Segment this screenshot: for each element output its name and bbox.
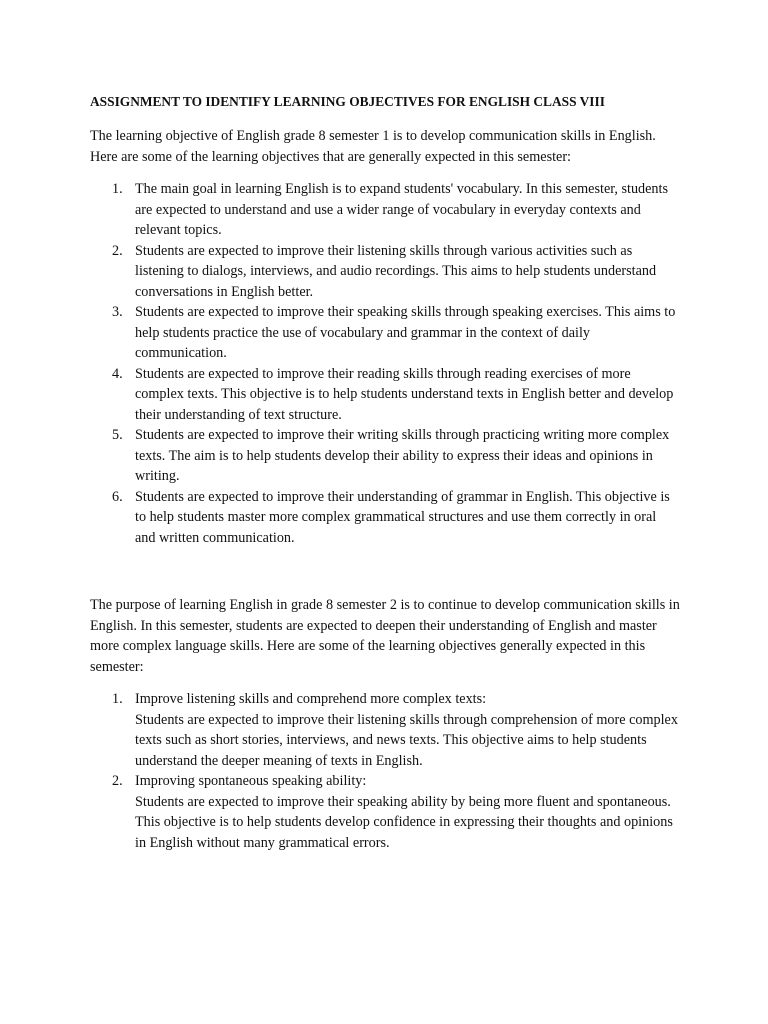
- list-item: [90, 302, 680, 364]
- list-item: [90, 241, 680, 303]
- semester1-objectives-list: [90, 179, 680, 548]
- list-item-number: 1.: [112, 691, 123, 707]
- semester1-intro: The learning objective of English grade 8 semester 1 is to develop communication skills in English. Here are some of the learning objectives that are generally expected in this semester:: [90, 128, 656, 165]
- list-item-number: 4.: [112, 365, 123, 382]
- list-item: [90, 364, 680, 426]
- list-item-text: Students are expected to improve their listening skills through various activities such as listening to dialogs, interviews, and audio recordings. This aims to help students understand conversations in English better.: [135, 242, 657, 300]
- list-item-text: Students are expected to improve their speaking skills through speaking exercises. This aims to help students practice the use of vocabulary and grammar in the context of daily communication.: [135, 304, 676, 361]
- list-item-number: 2.: [112, 242, 123, 259]
- list-item-number: 2.: [112, 773, 123, 789]
- list-item: [90, 425, 680, 487]
- list-item: [90, 771, 680, 853]
- document-title: ASSIGNMENT TO IDENTIFY LEARNING OBJECTIVES FOR ENGLISH CLASS VIII: [90, 94, 605, 109]
- list-item-heading: Improving spontaneous speaking ability:: [135, 773, 367, 789]
- list-item-text: Students are expected to improve their understanding of grammar in English. This objective is to help students master more complex grammatical structures and use them correctly in oral and written communication.: [135, 488, 670, 546]
- list-item-number: 5.: [112, 427, 123, 443]
- list-item-text: Students are expected to improve their reading skills through reading exercises of more complex texts. This objective is to help students understand texts in English better and develop their understanding of text structure.: [135, 365, 674, 423]
- list-item: [90, 487, 680, 549]
- list-item-number: 1.: [112, 181, 123, 197]
- list-item-number: 6.: [112, 488, 123, 505]
- list-item-heading: Improve listening skills and comprehend more complex texts:: [135, 691, 487, 707]
- list-item: [90, 179, 680, 241]
- list-item-text: Students are expected to improve their speaking ability by being more fluent and spontaneous. This objective is to help students develop confidence in expressing their thoughts and opinions in English without many grammatical errors.: [135, 793, 673, 851]
- list-item-text: Students are expected to improve their listening skills through comprehension of more complex texts such as short stories, interviews, and news texts. This objective aims to help students understand the deeper meaning of texts in English.: [135, 711, 678, 769]
- list-item-number: 3.: [112, 304, 123, 320]
- list-item-text: The main goal in learning English is to expand students' vocabulary. In this semester, students are expected to understand and use a wider range of vocabulary in everyday contexts and relevant topics.: [135, 181, 668, 238]
- list-item-text: Students are expected to improve their writing skills through practicing writing more complex texts. The aim is to help students develop their ability to express their ideas and opinions in writing.: [135, 427, 670, 484]
- semester2-intro: The purpose of learning English in grade 8 semester 2 is to continue to develop communication skills in English. In this semester, students are expected to deepen their understanding of English and master more complex language skills. Here are some of the learning objectives generally expected in this semester:: [90, 597, 680, 675]
- list-item: [90, 689, 680, 771]
- semester2-objectives-list: [90, 689, 680, 853]
